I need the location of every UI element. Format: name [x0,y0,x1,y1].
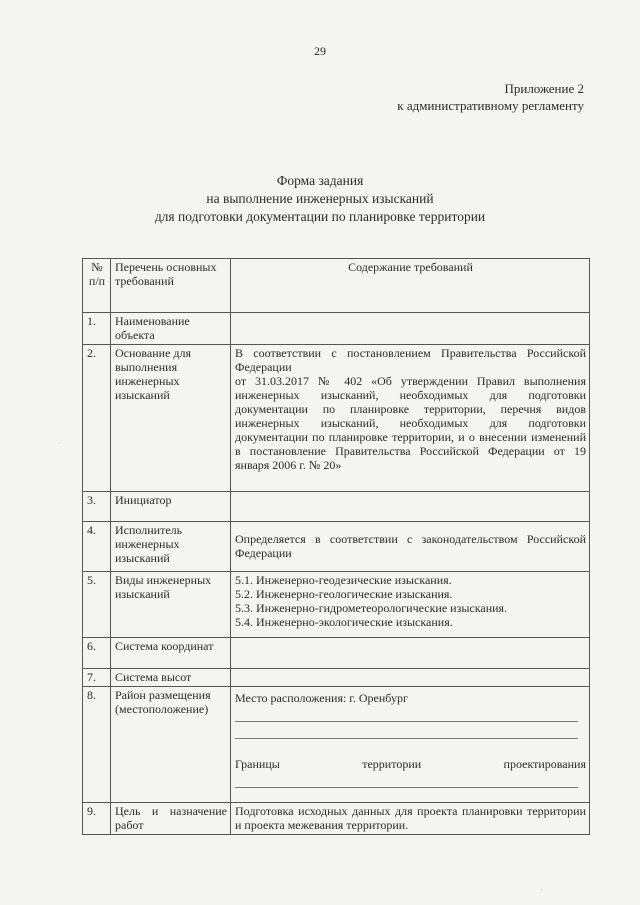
page-number: 29 [314,44,326,58]
appendix-note [397,80,584,114]
basis-text-rest: от 31.03.2017 № 402 «Об утверждении Правил выполнения инженерных изысканий, необходимых для подготовки документации по планировке территории, перечня видов инженерных изысканий, необходимых для подготовки документации по планировке территории, и о внесении изменений в постановление Правительства Российской Федерации от 19 января 2006 г. № 20» [235,374,586,472]
row-name: Район размещения (местоположение) [111,687,231,803]
executor-text: Определяется в соответствии с законодательством Российской Федерации [235,532,586,560]
purpose-text: Подготовка исходных данных для проекта планировки территории и проекта межевания территории. [235,804,586,832]
row-content [231,669,590,687]
row-num: 5. [83,572,111,638]
row-content [231,345,590,492]
row-num: 8. [83,687,111,803]
row-content [231,492,590,522]
header-num: № п/п [83,259,111,313]
table-header-row [83,259,590,313]
row-content [231,638,590,669]
blank-line [235,771,578,788]
title-line-1: Форма задания [276,173,364,188]
table-row [83,803,590,835]
basis-text-first: В соответствии с постановлением Правительства Российской Федерации [235,346,586,374]
row-name: Цель и назначение работ [111,803,231,835]
row-num: 9. [83,803,111,835]
row-num: 2. [83,345,111,492]
table-row [83,687,590,803]
row-content [231,687,590,803]
bounds-word: Границы [235,757,280,771]
row-name: Исполнитель инженерных изысканий [111,522,231,572]
scan-speck: · [540,885,543,895]
scan-speck: · [58,438,61,448]
row-name: Основание для выполнения инженерных изысканий [111,345,231,492]
title-line-3: для подготовки документации по планировке территории [154,209,486,224]
row-num: 4. [83,522,111,572]
title-line-2: на выполнение инженерных изысканий [206,191,434,206]
row-num: 3. [83,492,111,522]
requirements-table [82,258,590,835]
row-num: 7. [83,669,111,687]
survey-type-item: 5.4. Инженерно-экологические изыскания. [235,615,453,629]
row-num: 6. [83,638,111,669]
header-content: Содержание требований [231,259,590,313]
blank-line [235,705,578,722]
header-list: Перечень основных требований [111,259,231,313]
bounds-word: проектирования [503,757,586,771]
row-num: 1. [83,313,111,345]
appendix-line-1: Приложение 2 [504,81,584,96]
appendix-line-2: к административному регламенту [397,98,584,113]
row-name: Инициатор [111,492,231,522]
table-row [83,572,590,638]
row-name: Система координат [111,638,231,669]
bounds-word: территории [362,757,422,771]
table-row [83,345,590,492]
row-name: Наименование объекта [111,313,231,345]
row-name: Система высот [111,669,231,687]
table-row [83,669,590,687]
survey-type-item: 5.3. Инженерно-гидрометеорологические изыскания. [235,601,508,615]
form-title [0,172,640,226]
table-row [83,522,590,572]
row-name: Виды инженерных изысканий [111,572,231,638]
table-row [83,492,590,522]
row-content [231,572,590,638]
row-content [231,313,590,345]
location-text: Место расположения: г. Оренбург [235,691,408,705]
row-content [231,803,590,835]
row-content [231,522,590,572]
survey-type-item: 5.1. Инженерно-геодезические изыскания. [235,573,452,587]
bounds-line [235,757,586,771]
table-row [83,638,590,669]
table-row [83,313,590,345]
blank-line [235,722,578,739]
survey-type-item: 5.2. Инженерно-геологические изыскания. [235,587,453,601]
